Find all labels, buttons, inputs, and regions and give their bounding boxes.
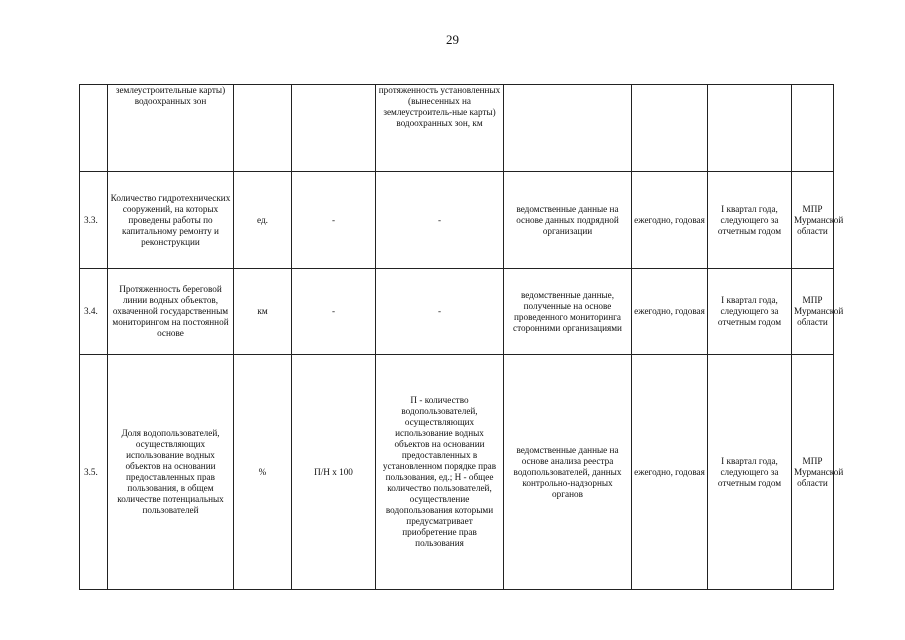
unit-cell: % bbox=[234, 355, 292, 590]
unit-cell: км bbox=[234, 269, 292, 355]
table-row bbox=[80, 172, 834, 269]
responsible: МПР Мурманской области bbox=[792, 172, 834, 269]
table-row bbox=[80, 269, 834, 355]
table-row bbox=[80, 355, 834, 590]
data-source: ведомственные данные на основе данных подрядной организации bbox=[504, 172, 632, 269]
periodicity: ежегодно, годовая bbox=[632, 172, 708, 269]
deadline: I квартал года, следующего за отчетным годом bbox=[708, 172, 792, 269]
indicators-table bbox=[79, 84, 844, 590]
table-row bbox=[80, 85, 834, 172]
unit-cell bbox=[234, 85, 292, 172]
data-source: ведомственные данные, полученные на основе проведенного мониторинга сторонними организациями bbox=[504, 269, 632, 355]
deadline bbox=[708, 85, 792, 172]
indicator-name: Доля водопользователей, осуществляющих использование водных объектов на основании предоставленных прав пользования, в общем количестве потенциальных пользователей bbox=[108, 355, 234, 590]
formula-description: П - количество водопользователей, осуществляющих использование водных объектов на основании предоставленных в установленном порядке прав пользования, ед.; Н - общее количество пользователей, осуществление водопользования которыми предусматривает приобретение прав пользования bbox=[376, 355, 504, 590]
formula-description: - bbox=[376, 172, 504, 269]
formula-description: протяженность установленных (вынесенных на землеустроитель-ные карты) водоохранных зон, км bbox=[376, 85, 504, 172]
row-number: 3.3. bbox=[80, 172, 108, 269]
unit-cell: ед. bbox=[234, 172, 292, 269]
indicator-name: Протяженность береговой линии водных объектов, охваченной государственным мониторингом на постоянной основе bbox=[108, 269, 234, 355]
deadline: I квартал года, следующего за отчетным годом bbox=[708, 355, 792, 590]
periodicity: ежегодно, годовая bbox=[632, 269, 708, 355]
row-number: 3.4. bbox=[80, 269, 108, 355]
formula-cell: П/Н х 100 bbox=[292, 355, 376, 590]
formula-cell bbox=[292, 85, 376, 172]
deadline: I квартал года, следующего за отчетным годом bbox=[708, 269, 792, 355]
formula-description: - bbox=[376, 269, 504, 355]
responsible: МПР Мурманской области bbox=[792, 269, 834, 355]
periodicity: ежегодно, годовая bbox=[632, 355, 708, 590]
formula-cell: - bbox=[292, 269, 376, 355]
data-source bbox=[504, 85, 632, 172]
page-number: 29 bbox=[446, 32, 459, 47]
row-number: 3.5. bbox=[80, 355, 108, 590]
data-source: ведомственные данные на основе анализа реестра водопользователей, данных контрольно-надзорных органов bbox=[504, 355, 632, 590]
indicator-name: землеустроительные карты) водоохранных зон bbox=[108, 85, 234, 172]
indicator-name: Количество гидротехнических сооружений, на которых проведены работы по капитальному ремонту и реконструкции bbox=[108, 172, 234, 269]
formula-cell: - bbox=[292, 172, 376, 269]
responsible bbox=[792, 85, 834, 172]
responsible: МПР Мурманской области bbox=[792, 355, 834, 590]
row-number bbox=[80, 85, 108, 172]
periodicity bbox=[632, 85, 708, 172]
